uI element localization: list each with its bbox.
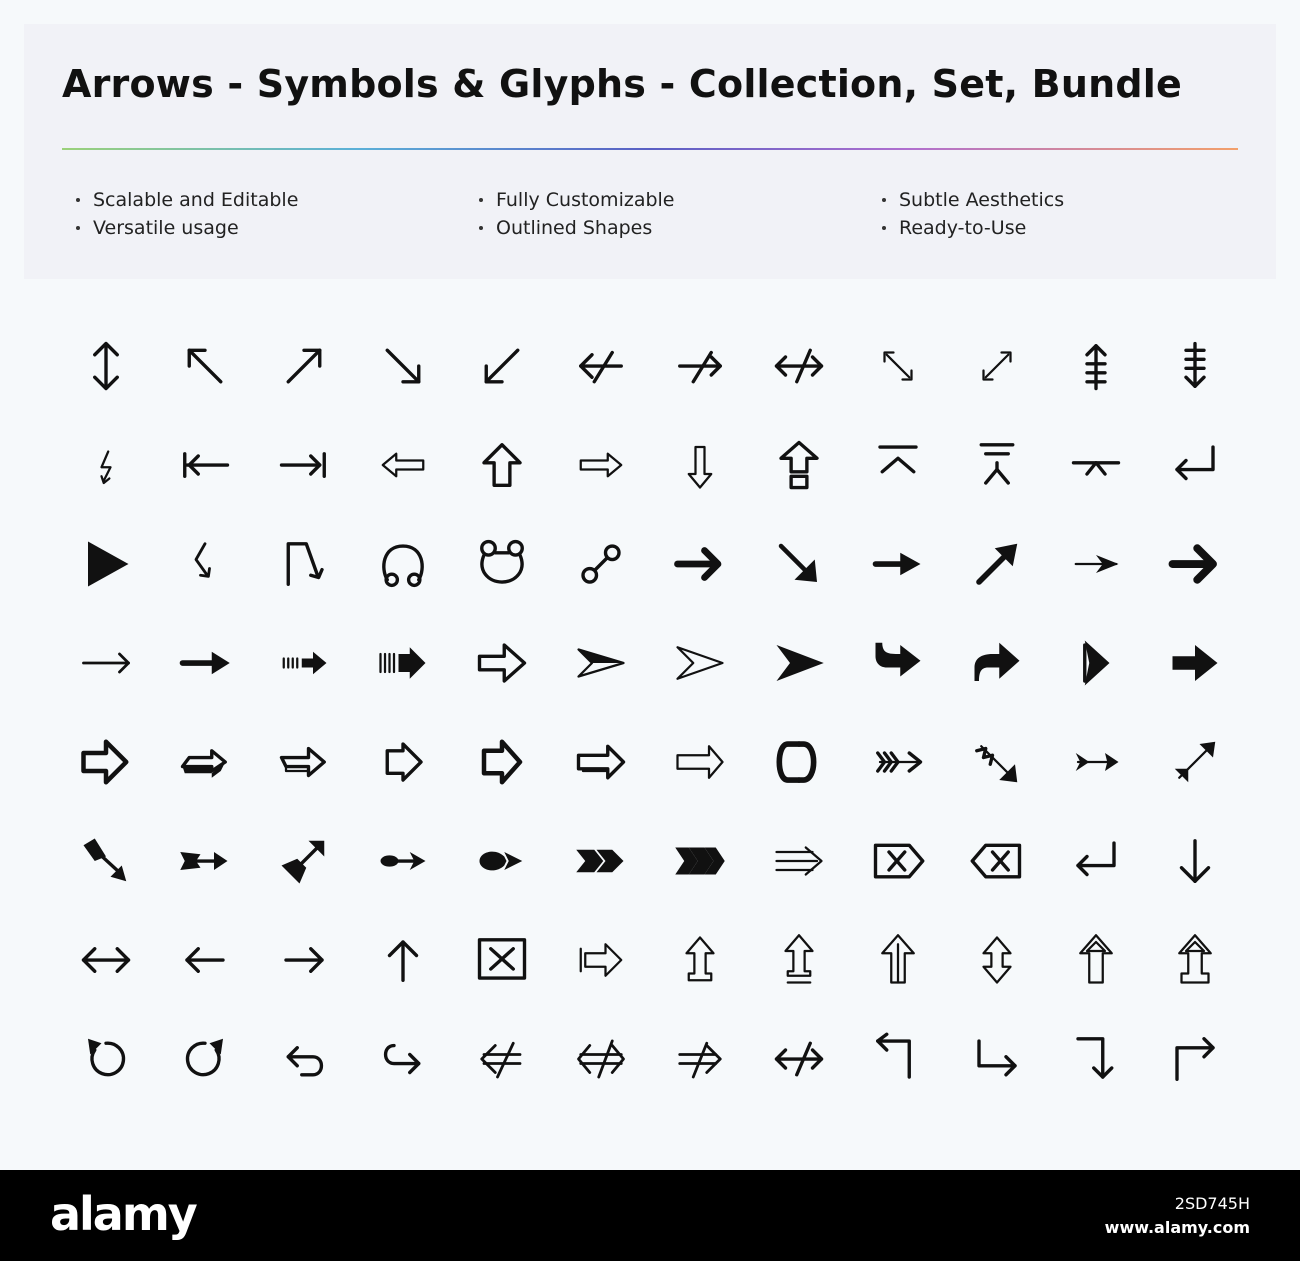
right-arrow-stroke-icon-svg — [673, 339, 727, 393]
up-right-feather-arrow-icon — [254, 811, 353, 910]
right-teardrop-arrow-icon-svg — [475, 834, 529, 888]
right-dart-arrow-icon — [551, 613, 650, 712]
redo-arrow-icon — [353, 1009, 452, 1108]
up-down-white-arrow-icon-svg — [970, 933, 1024, 987]
right-dart-outline-arrow-icon — [650, 613, 749, 712]
feature-label: Outlined Shapes — [496, 217, 653, 239]
bullet-icon — [882, 198, 886, 202]
right-long-outline-arrow-icon — [551, 712, 650, 811]
right-striped-tail-arrow-icon — [353, 613, 452, 712]
right-heavy-arrow-icon-svg — [673, 537, 727, 591]
right-feather-bold-arrow-icon — [155, 811, 254, 910]
bullet-icon — [76, 198, 80, 202]
feature-label: Versatile usage — [93, 217, 239, 239]
up-chevron-from-bar-icon — [848, 415, 947, 514]
backspace-icon — [947, 811, 1046, 910]
rotate-cw-icon-svg — [178, 1032, 232, 1086]
u-turn-arrow-icon — [749, 712, 848, 811]
down-left-arrow-icon-svg — [475, 339, 529, 393]
up-white-arrow-shaft-icon — [1046, 910, 1145, 1009]
left-right-arrow-icon — [56, 910, 155, 1009]
corner-right-down-icon-svg — [1069, 1032, 1123, 1086]
right-3d-outline-arrow-icon — [254, 712, 353, 811]
feature-label: Scalable and Editable — [93, 189, 299, 211]
corner-down-right-icon — [947, 1009, 1046, 1108]
up-right-arrow-icon-svg — [277, 339, 331, 393]
right-3d-arrow-icon — [155, 712, 254, 811]
undo-arrow-icon-svg — [277, 1032, 331, 1086]
up-right-heavy-arrow-icon-svg — [970, 537, 1024, 591]
left-arrow-stroke-icon-svg — [574, 339, 628, 393]
down-left-arrow-icon — [452, 316, 551, 415]
up-right-arrow-icon — [254, 316, 353, 415]
bullet-icon — [882, 226, 886, 230]
rotate-ccw-icon-svg — [79, 1032, 133, 1086]
left-right-arrow-icon-svg — [79, 933, 133, 987]
close-tag-right-icon — [848, 811, 947, 910]
right-outline-arrow-from-bar-icon-svg — [574, 933, 628, 987]
left-arrow-icon-svg — [178, 933, 232, 987]
left-arrow-icon — [155, 910, 254, 1009]
right-long-outline-arrow-icon-svg — [574, 735, 628, 789]
down-right-heavy-arrow-icon-svg — [772, 537, 826, 591]
header-panel — [24, 24, 1276, 279]
up-left-arrow-icon — [155, 316, 254, 415]
down-arrow-triple-bar-icon — [1145, 316, 1244, 415]
feature-column-2 — [465, 186, 845, 242]
right-barbed-arrow-icon-svg — [1069, 537, 1123, 591]
right-thin-outline-arrow-icon-svg — [673, 735, 727, 789]
left-arrow-stroke-icon — [551, 316, 650, 415]
left-arrow-to-bar-icon-svg — [178, 438, 232, 492]
right-outline-block-arrow-icon-svg — [79, 735, 133, 789]
down-right-arrow-icon-svg — [376, 339, 430, 393]
left-right-arrow-stroke-alt-icon-svg — [772, 1032, 826, 1086]
close-tag-right-icon-svg — [871, 834, 925, 888]
right-dart-filled-arrow-icon — [749, 613, 848, 712]
right-triple-line-arrow-icon-svg — [772, 834, 826, 888]
right-curved-heavy-arrow-icon — [947, 613, 1046, 712]
corner-down-right-arrow-icon — [254, 514, 353, 613]
up-chevron-dashed-bar-icon-svg — [1069, 438, 1123, 492]
up-down-arrow-icon — [56, 316, 155, 415]
return-arrow-icon-svg — [1168, 438, 1222, 492]
right-arrow-icon-svg — [79, 636, 133, 690]
corner-up-right-icon — [1145, 1009, 1244, 1108]
down-right-arrow-icon — [353, 316, 452, 415]
up-down-arrow-icon-svg — [79, 339, 133, 393]
up-arrow-triple-bar-icon-svg — [1069, 339, 1123, 393]
left-right-double-arrow-stroke-icon-svg — [574, 1032, 628, 1086]
up-outline-arrow-from-bar-icon-svg — [772, 438, 826, 492]
right-wedge-arrow-icon — [848, 514, 947, 613]
right-dart-arrow-icon-svg — [574, 636, 628, 690]
right-triple-line-arrow-icon — [749, 811, 848, 910]
double-loop-arrow-icon — [452, 514, 551, 613]
right-arrow-thin-icon — [254, 910, 353, 1009]
zigzag-arrow-down-icon-svg — [79, 438, 133, 492]
up-arrow-icon — [353, 910, 452, 1009]
up-double-line-arrow-icon — [848, 910, 947, 1009]
bullet-icon — [479, 198, 483, 202]
right-block-arrow-icon — [1145, 613, 1244, 712]
right-double-arrow-stroke-icon-svg — [673, 1032, 727, 1086]
corner-down-right-icon-svg — [970, 1032, 1024, 1086]
up-arrow-icon-svg — [376, 933, 430, 987]
play-triangle-icon — [56, 514, 155, 613]
left-outline-arrow-icon — [353, 415, 452, 514]
feature-item — [62, 186, 442, 214]
right-feather-bold-arrow-icon-svg — [178, 834, 232, 888]
right-arrow-icon — [56, 613, 155, 712]
brand-logo: alamy — [50, 1187, 196, 1241]
right-block-arrow-icon-svg — [1168, 636, 1222, 690]
right-curved-block-arrow-icon — [848, 613, 947, 712]
down-right-feathered-arrow-icon-svg — [970, 735, 1024, 789]
right-block-outline-arrow-icon — [452, 613, 551, 712]
right-notched-pointer-icon — [1046, 613, 1145, 712]
right-drop-arrow-icon-svg — [376, 834, 430, 888]
up-chevron-bars-icon — [947, 415, 1046, 514]
corner-up-right-icon-svg — [1168, 1032, 1222, 1086]
redo-arrow-icon-svg — [376, 1032, 430, 1086]
up-white-arrow-double-icon — [1145, 910, 1244, 1009]
right-short-outline-arrow-icon — [353, 712, 452, 811]
right-heavy-arrow-icon — [650, 514, 749, 613]
right-dart-filled-arrow-icon-svg — [772, 636, 826, 690]
play-triangle-icon-svg — [79, 537, 133, 591]
right-arrow-stroke-icon — [650, 316, 749, 415]
right-dart-outline-arrow-icon-svg — [673, 636, 727, 690]
up-white-arrow-icon-svg — [673, 933, 727, 987]
right-outline-block-arrow-icon — [56, 712, 155, 811]
right-short-outline-arrow-icon-svg — [376, 735, 430, 789]
left-arrow-to-bar-icon — [155, 415, 254, 514]
right-teardrop-arrow-icon — [452, 811, 551, 910]
right-dashed-tail-arrow-icon-svg — [277, 636, 331, 690]
up-outline-arrow-icon-svg — [475, 438, 529, 492]
left-right-arrow-stroke-icon — [749, 316, 848, 415]
down-right-feather-arrow-icon-svg — [79, 834, 133, 888]
bullet-icon — [479, 226, 483, 230]
up-right-fletched-arrow-icon-svg — [1168, 735, 1222, 789]
feature-label: Fully Customizable — [496, 189, 675, 211]
right-striped-tail-arrow-icon-svg — [376, 636, 430, 690]
zigzag-arrow-down-icon — [56, 415, 155, 514]
right-outline-arrow-from-bar-icon — [551, 910, 650, 1009]
right-3d-arrow-icon-svg — [178, 735, 232, 789]
diagonal-double-arrow-nesw-icon — [947, 316, 1046, 415]
right-thin-outline-arrow-icon — [650, 712, 749, 811]
up-right-heavy-arrow-icon — [947, 514, 1046, 613]
down-right-feathered-arrow-icon — [947, 712, 1046, 811]
gradient-divider — [62, 148, 1238, 150]
down-right-heavy-arrow-icon — [749, 514, 848, 613]
feature-item — [868, 214, 1248, 242]
right-bold-arrow-icon-svg — [1168, 537, 1222, 591]
right-3d-outline-arrow-icon-svg — [277, 735, 331, 789]
right-thick-arrow-icon — [155, 613, 254, 712]
return-arrow-icon — [1145, 415, 1244, 514]
down-outline-arrow-icon-svg — [673, 438, 727, 492]
right-double-arrow-stroke-icon — [650, 1009, 749, 1108]
right-arrow-thin-icon-svg — [277, 933, 331, 987]
image-id: 2SD745H — [1174, 1194, 1250, 1213]
page-title: Arrows - Symbols & Glyphs - Collection, Set, Bundle — [62, 62, 1182, 106]
up-chevron-dashed-bar-icon — [1046, 415, 1145, 514]
up-outline-arrow-icon — [452, 415, 551, 514]
feature-item — [62, 214, 442, 242]
loop-arrow-icon-svg — [376, 537, 430, 591]
feature-label: Subtle Aesthetics — [899, 189, 1065, 211]
right-curved-heavy-arrow-icon-svg — [970, 636, 1024, 690]
left-right-double-arrow-stroke-icon — [551, 1009, 650, 1108]
u-turn-arrow-icon-svg — [772, 735, 826, 789]
left-outline-arrow-icon-svg — [376, 438, 430, 492]
double-loop-arrow-icon-svg — [475, 537, 529, 591]
up-outline-arrow-from-bar-icon — [749, 415, 848, 514]
two-circles-link-icon — [551, 514, 650, 613]
right-block-outline-arrow-icon-svg — [475, 636, 529, 690]
corner-up-left-down-icon-svg — [871, 1032, 925, 1086]
up-left-arrow-icon-svg — [178, 339, 232, 393]
close-box-icon — [452, 910, 551, 1009]
rotate-ccw-icon — [56, 1009, 155, 1108]
return-left-icon-svg — [1069, 834, 1123, 888]
left-right-arrow-stroke-alt-icon — [749, 1009, 848, 1108]
right-fletched-arrow-icon — [1046, 712, 1145, 811]
right-outline-arrow-icon — [551, 415, 650, 514]
rotate-cw-icon — [155, 1009, 254, 1108]
zigzag-hook-arrow-icon-svg — [178, 537, 232, 591]
right-arrow-to-bar-icon — [254, 415, 353, 514]
up-white-arrow-shaft-icon-svg — [1069, 933, 1123, 987]
up-chevron-bars-icon-svg — [970, 438, 1024, 492]
up-chevron-from-bar-icon-svg — [871, 438, 925, 492]
right-thick-arrow-icon-svg — [178, 636, 232, 690]
feature-column-1 — [62, 186, 442, 242]
up-white-arrow-from-bar-icon — [749, 910, 848, 1009]
right-fletched-arrow-icon-svg — [1069, 735, 1123, 789]
up-white-arrow-icon — [650, 910, 749, 1009]
down-arrow-icon-svg — [1168, 834, 1222, 888]
down-arrow-triple-bar-icon-svg — [1168, 339, 1222, 393]
diagonal-double-arrow-nwse-icon — [848, 316, 947, 415]
down-outline-arrow-icon — [650, 415, 749, 514]
up-arrow-triple-bar-icon — [1046, 316, 1145, 415]
backspace-icon-svg — [970, 834, 1024, 888]
corner-right-down-icon — [1046, 1009, 1145, 1108]
up-white-arrow-from-bar-icon-svg — [772, 933, 826, 987]
right-curved-block-arrow-icon-svg — [871, 636, 925, 690]
zigzag-hook-arrow-icon — [155, 514, 254, 613]
undo-arrow-icon — [254, 1009, 353, 1108]
loop-arrow-icon — [353, 514, 452, 613]
right-arrow-to-bar-icon-svg — [277, 438, 331, 492]
corner-down-right-arrow-icon-svg — [277, 537, 331, 591]
feature-item — [465, 214, 845, 242]
up-right-fletched-arrow-icon — [1145, 712, 1244, 811]
feature-item — [465, 186, 845, 214]
down-arrow-icon — [1145, 811, 1244, 910]
diagonal-double-arrow-nesw-icon-svg — [970, 339, 1024, 393]
left-double-arrow-stroke-icon — [452, 1009, 551, 1108]
up-white-arrow-double-icon-svg — [1168, 933, 1222, 987]
right-dashed-tail-arrow-icon — [254, 613, 353, 712]
right-short-bold-outline-arrow-icon — [452, 712, 551, 811]
site-url: www.alamy.com — [1104, 1218, 1250, 1237]
right-feathered-arrow-icon — [848, 712, 947, 811]
return-left-icon — [1046, 811, 1145, 910]
right-notched-pointer-icon-svg — [1069, 636, 1123, 690]
icon-grid — [56, 316, 1244, 1108]
right-bold-arrow-icon — [1145, 514, 1244, 613]
footer-bar — [0, 1170, 1300, 1261]
right-drop-arrow-icon — [353, 811, 452, 910]
feature-list — [62, 186, 1238, 246]
bullet-icon — [76, 226, 80, 230]
right-double-chevron-icon — [551, 811, 650, 910]
right-triple-chevron-icon-svg — [673, 834, 727, 888]
right-wedge-arrow-icon-svg — [871, 537, 925, 591]
up-right-feather-arrow-icon-svg — [277, 834, 331, 888]
right-double-chevron-icon-svg — [574, 834, 628, 888]
right-barbed-arrow-icon — [1046, 514, 1145, 613]
up-down-white-arrow-icon — [947, 910, 1046, 1009]
feature-item — [868, 186, 1248, 214]
up-double-line-arrow-icon-svg — [871, 933, 925, 987]
left-double-arrow-stroke-icon-svg — [475, 1032, 529, 1086]
right-outline-arrow-icon-svg — [574, 438, 628, 492]
left-right-arrow-stroke-icon-svg — [772, 339, 826, 393]
corner-up-left-down-icon — [848, 1009, 947, 1108]
down-right-feather-arrow-icon — [56, 811, 155, 910]
feature-column-3 — [868, 186, 1248, 242]
feature-label: Ready-to-Use — [899, 217, 1027, 239]
two-circles-link-icon-svg — [574, 537, 628, 591]
right-feathered-arrow-icon-svg — [871, 735, 925, 789]
right-short-bold-outline-arrow-icon-svg — [475, 735, 529, 789]
close-box-icon-svg — [475, 933, 529, 987]
diagonal-double-arrow-nwse-icon-svg — [871, 339, 925, 393]
right-triple-chevron-icon — [650, 811, 749, 910]
